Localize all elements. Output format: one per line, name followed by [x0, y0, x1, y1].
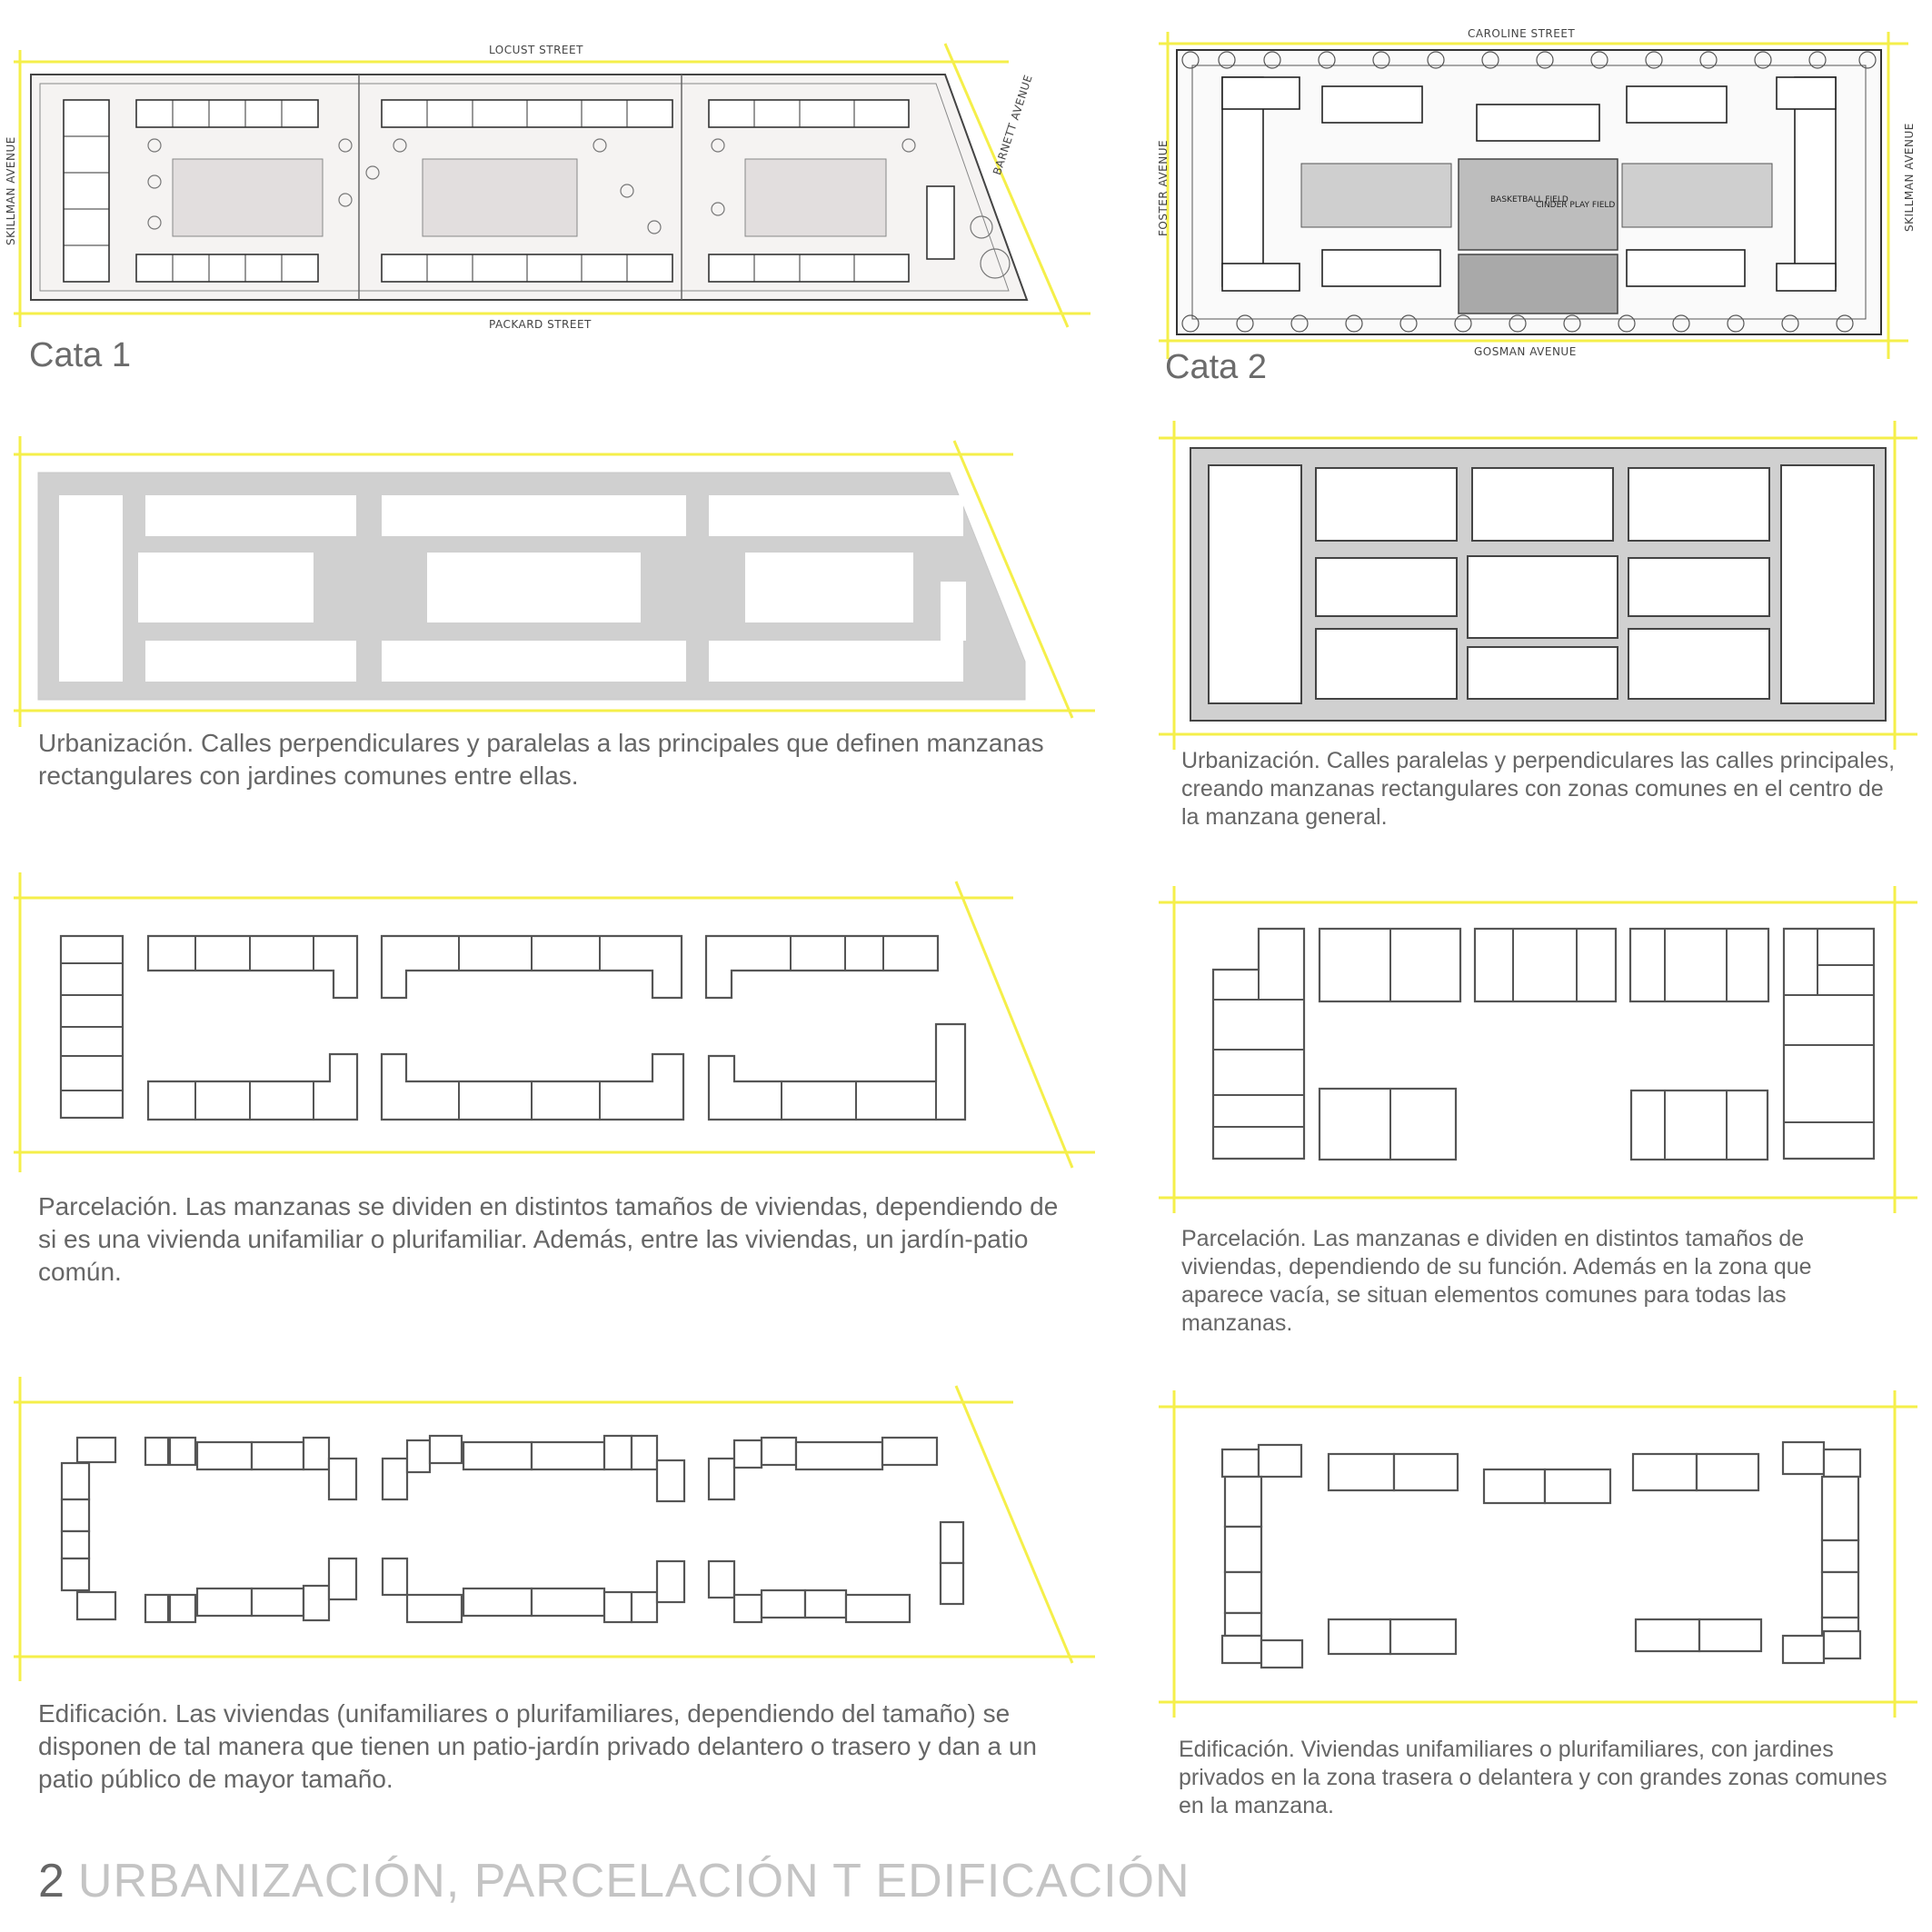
cata2-street-top: CAROLINE STREET [1468, 27, 1576, 40]
cata2-urbanizacion-diagram [1159, 421, 1917, 750]
cata2-street-right: SKILLMAN AVENUE [1903, 123, 1916, 232]
cata1-parcelacion-text: Parcelación. Las manzanas se dividen en distintos tamaños de viviendas, dependiendo de si es una vivienda unifamiliar o plurifamiliar. Además, entre las viviendas, un jardín-patio común. [38, 1192, 1059, 1286]
cata2-urbanizacion-text: Urbanización. Calles paralelas y perpendiculares las calles principales, creando manzanas rectangulares con zonas comunes en el centro de la manzana general. [1181, 748, 1896, 830]
cata1-title: Cata 1 [29, 336, 131, 374]
cata1-street-top: LOCUST STREET [489, 44, 583, 56]
cata1-edificacion-text: Edificación. Las viviendas (unifamiliares o plurifamiliares, dependiendo del tamaño) se disponen de tal manera que tienen un patio-jardín privado delantero o trasero y dan a un patio público de mayor tamaño. [38, 1699, 1037, 1793]
cata1-street-bottom: PACKARD STREET [489, 318, 592, 331]
cata1-parcelacion-diagram [14, 872, 1095, 1172]
cata1-street-right: BARNETT AVENUE [991, 73, 1035, 177]
basketball-field-label: BASKETBALL FIELD [1490, 195, 1569, 204]
cata2-street-bottom: GOSMAN AVENUE [1474, 345, 1577, 358]
section-number: 2 [38, 1855, 65, 1907]
cata2-site-plan [1159, 32, 1908, 359]
cata2-title: Cata 2 [1165, 348, 1267, 386]
cata1-urbanizacion-diagram [14, 436, 1095, 727]
cinder-play-field-label: CINDER PLAY FIELD [1536, 201, 1616, 210]
section-heading [38, 1854, 1190, 1908]
cata2-parcelacion-diagram [1159, 886, 1917, 1213]
cata2-parcelacion-text: Parcelación. Las manzanas e dividen en distintos tamaños de viviendas, dependiendo de su función. Además en la zona que aparece vacía, se situan elementos comunes para todas las manzanas. [1181, 1226, 1812, 1336]
cata1-edificacion-diagram [14, 1377, 1095, 1681]
section-title: URBANIZACIÓN, PARCELACIÓN T EDIFICACIÓN [77, 1855, 1190, 1907]
cata1-urbanizacion-text: Urbanización. Calles perpendiculares y paralelas a las principales que definen manzanas rectangulares con jardines comunes entre ellas. [38, 729, 1044, 790]
cata1-street-left: SKILLMAN AVENUE [5, 136, 17, 245]
cata2-edificacion-text: Edificación. Viviendas unifamiliares o plurifamiliares, con jardines privados en la zona trasera o delantera y con grandes zonas comunes en la manzana. [1179, 1737, 1887, 1818]
cata1-site-plan [14, 44, 1090, 327]
cata2-street-left: FOSTER AVENUE [1157, 139, 1170, 236]
cata2-edificacion-diagram [1159, 1390, 1917, 1718]
